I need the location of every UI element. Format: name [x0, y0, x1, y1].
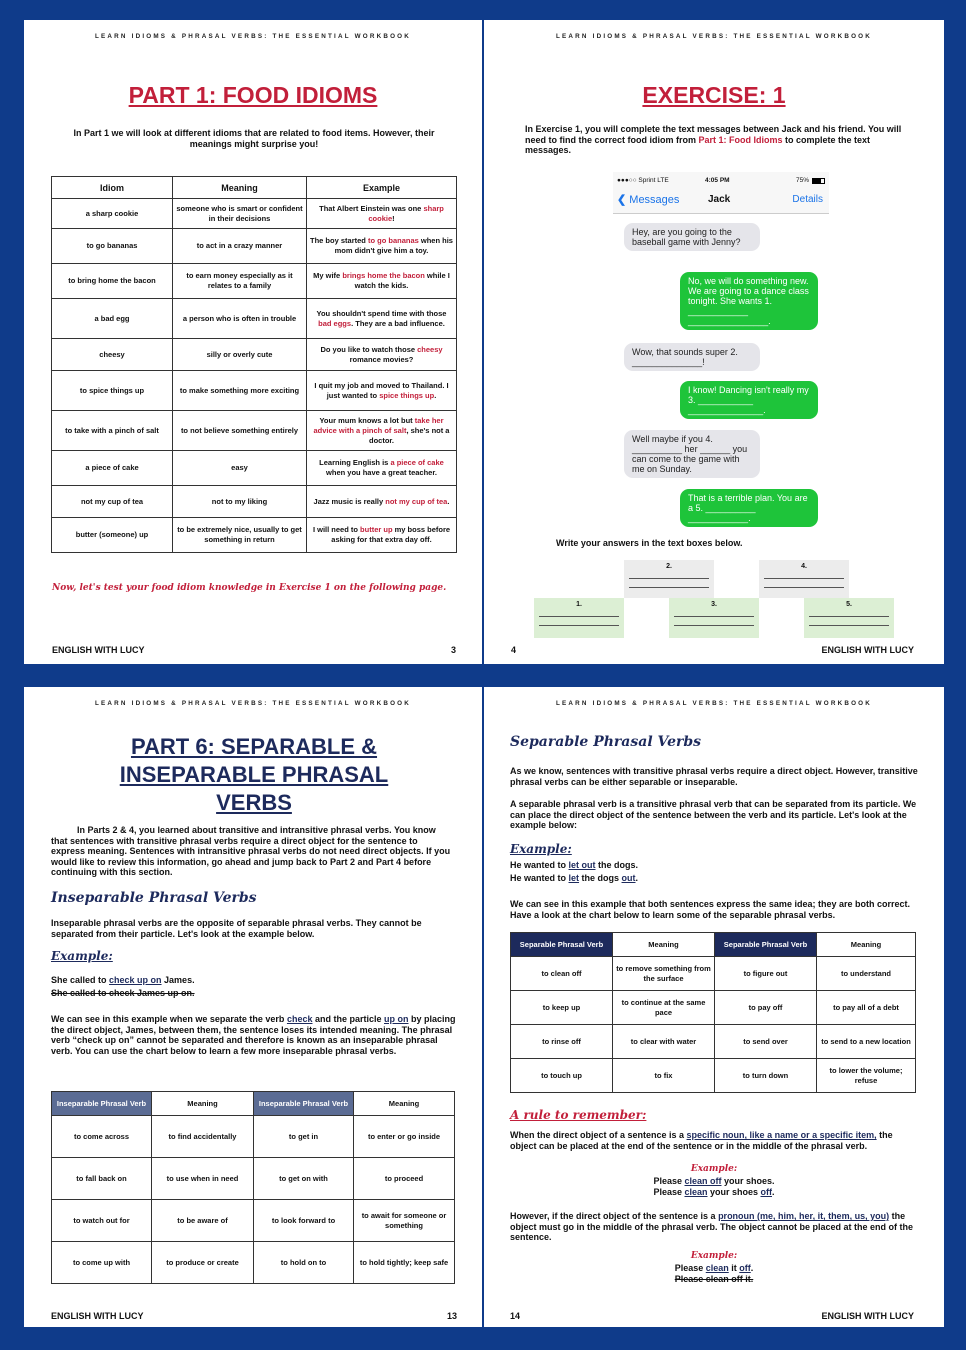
- page-14: [484, 687, 944, 1327]
- answer-box-3[interactable]: 3.: [669, 598, 759, 638]
- meaning-cell: to send to a new location: [817, 1025, 916, 1059]
- intro-text: In Exercise 1, you will complete the text messages between Jack and his friend. You will need to find the correct food idiom from Part 1: Food Idioms to complete the text messages.: [525, 124, 902, 155]
- clock: 4:05 PM: [705, 177, 730, 184]
- page-title: PART 6: SEPARABLE & INSEPARABLE PHRASAL VERBS: [119, 734, 389, 815]
- table-row: [511, 957, 916, 991]
- table-header-row: [511, 933, 916, 957]
- example-cell: Your mum knows a lot but take her advice with a pinch of salt, she's not a doctor.: [307, 411, 457, 451]
- col-header: Example: [307, 177, 457, 199]
- footer-brand: ENGLISH WITH LUCY: [51, 1311, 144, 1321]
- meaning-cell: to lower the volume; refuse: [817, 1059, 916, 1093]
- meaning-cell: to use when in need: [152, 1158, 254, 1200]
- phrasal-verb-cell: to watch out for: [52, 1200, 152, 1242]
- page-number: 13: [447, 1311, 458, 1321]
- example-line: Please clean it off.: [674, 1263, 754, 1273]
- example-label: Example:: [51, 949, 113, 963]
- message-sent: That is a terrible plan. You are a 5. __________ ____________.: [680, 489, 818, 527]
- example-label: Example:: [510, 842, 572, 856]
- phrasal-verb-cell: to come across: [52, 1116, 152, 1158]
- col-header: Idiom: [52, 177, 173, 199]
- page-title: EXERCISE: 1: [642, 82, 786, 108]
- phrasal-verb-cell: to come up with: [52, 1242, 152, 1284]
- example-label: Example:: [690, 1164, 738, 1174]
- meaning-cell: a person who is often in trouble: [173, 299, 307, 339]
- example-label: Example:: [690, 1251, 738, 1261]
- example-cell: I quit my job and moved to Thailand. I just wanted to spice things up.: [307, 371, 457, 411]
- phone-top-bar: [613, 172, 829, 214]
- phrasal-verb-cell: to rinse off: [511, 1025, 613, 1059]
- running-header: LEARN IDIOMS & PHRASAL VERBS: THE ESSENTIAL WORKBOOK: [94, 700, 412, 707]
- phrasal-verb-cell: to get on with: [254, 1158, 354, 1200]
- example-line: He wanted to let the dogs out.: [510, 873, 639, 883]
- table-header-row: [52, 1092, 455, 1116]
- example-cell: I will need to butter up my boss before asking for that extra day off.: [307, 518, 457, 553]
- table-row: [52, 1242, 455, 1284]
- meaning-cell: silly or overly cute: [173, 339, 307, 371]
- running-header: LEARN IDIOMS & PHRASAL VERBS: THE ESSENTIAL WORKBOOK: [555, 700, 873, 707]
- meaning-cell: to continue at the same pace: [613, 991, 715, 1025]
- col-header: Separable Phrasal Verb: [715, 933, 817, 957]
- footer-brand: ENGLISH WITH LUCY: [821, 645, 914, 655]
- footer-brand: ENGLISH WITH LUCY: [821, 1311, 914, 1321]
- phrasal-verb-cell: to look forward to: [254, 1200, 354, 1242]
- col-header: Inseparable Phrasal Verb: [254, 1092, 354, 1116]
- example-incorrect: She called to check James up on.: [51, 988, 195, 998]
- back-button[interactable]: ❮ Messages: [617, 194, 680, 206]
- table-row: [52, 518, 457, 553]
- table-row: [52, 1158, 455, 1200]
- phrasal-verb-cell: to send over: [715, 1025, 817, 1059]
- table-row: [52, 371, 457, 411]
- idiom-cell: to go bananas: [52, 229, 173, 264]
- page-number: 3: [451, 645, 457, 655]
- idiom-cell: to bring home the bacon: [52, 264, 173, 299]
- meaning-cell: to not believe something entirely: [173, 411, 307, 451]
- explanation-paragraph: We can see in this example that both sentences express the same idea; they are both correct. Have a look at the chart below to learn some of the separable phrasal verbs.: [510, 899, 910, 920]
- message-sent: I know! Dancing isn't really my 3. ___________ _______________.: [680, 381, 818, 419]
- example-correct: She called to check up on James.: [51, 975, 195, 985]
- rule-paragraph: However, if the direct object of the sentence is a pronoun (me, him, her, it, them, us, you) the object must go in the middle of the phrasal verb. The object cannot be placed at the end of the sentence.: [510, 1211, 914, 1242]
- meaning-cell: to make something more exciting: [173, 371, 307, 411]
- meaning-cell: to hold tightly; keep safe: [354, 1242, 455, 1284]
- page-3: [24, 20, 482, 664]
- example-line: Please clean off your shoes.: [653, 1176, 775, 1186]
- footer-brand: ENGLISH WITH LUCY: [52, 645, 145, 655]
- meaning-cell: not to my liking: [173, 486, 307, 518]
- example-cell: Learning English is a piece of cake when you have a great teacher.: [307, 451, 457, 486]
- details-link[interactable]: Details: [792, 194, 823, 205]
- battery-percent: 75%: [795, 177, 809, 184]
- example-cell: Do you like to watch those cheesy romance movies?: [307, 339, 457, 371]
- page-4: [484, 20, 944, 664]
- running-header: LEARN IDIOMS & PHRASAL VERBS: THE ESSENTIAL WORKBOOK: [555, 33, 873, 40]
- intro-paragraph: As we know, sentences with transitive phrasal verbs require a direct object. However, transitive phrasal verbs can be either separable or inseparable.: [510, 766, 918, 787]
- message-sent: No, we will do something new. We are going to a dance class tonight. She wants 1. ____________ ________________.: [680, 272, 818, 330]
- meaning-cell: someone who is smart or confident in their decisions: [173, 199, 307, 229]
- contact-name: Jack: [708, 194, 731, 205]
- example-cell: Jazz music is really not my cup of tea.: [307, 486, 457, 518]
- col-header: Meaning: [817, 933, 916, 957]
- table-row: [52, 1200, 455, 1242]
- inseparable-verbs-table: [51, 1091, 455, 1284]
- answer-instructions: Write your answers in the text boxes below.: [556, 538, 743, 548]
- meaning-cell: to await for someone or something: [354, 1200, 455, 1242]
- answer-box-5[interactable]: 5.: [804, 598, 894, 638]
- phrasal-verb-cell: to get in: [254, 1116, 354, 1158]
- page-title: PART 1: FOOD IDIOMS: [128, 82, 378, 108]
- table-row: [511, 991, 916, 1025]
- page-13: [24, 687, 482, 1327]
- phrasal-verb-cell: to clean off: [511, 957, 613, 991]
- col-header: Inseparable Phrasal Verb: [52, 1092, 152, 1116]
- example-cell: That Albert Einstein was one sharp cookie!: [307, 199, 457, 229]
- example-line: He wanted to let out the dogs.: [510, 860, 639, 870]
- table-row: [52, 264, 457, 299]
- outro-text: Now, let's test your food idiom knowledge in Exercise 1 on the following page.: [52, 583, 447, 593]
- battery-icon: [812, 178, 825, 184]
- meaning-cell: to be extremely nice, usually to get something in return: [173, 518, 307, 553]
- rule-heading: A rule to remember:: [510, 1108, 647, 1122]
- idiom-cell: to spice things up: [52, 371, 173, 411]
- section-heading: Separable Phrasal Verbs: [510, 734, 702, 750]
- meaning-cell: to pay all of a debt: [817, 991, 916, 1025]
- explanation-paragraph: We can see in this example when we separate the verb check and the particle up on by placing the direct object, James, between them, the sentence loses its intended meaning. The phrasal verb “check up on” cannot be separated and therefore is known as an inseparable phrasal verb. You can use the chart below to learn a few more inseparable phrasal verbs.: [51, 1014, 456, 1056]
- definition-paragraph: A separable phrasal verb is a transitive phrasal verb that can be separated from its particle. We can place the direct object of the sentence between the verb and its particle. Let's look at the example below:: [510, 799, 917, 830]
- meaning-cell: to act in a crazy manner: [173, 229, 307, 264]
- meaning-cell: to find accidentally: [152, 1116, 254, 1158]
- phrasal-verb-cell: to fall back on: [52, 1158, 152, 1200]
- meaning-cell: to produce or create: [152, 1242, 254, 1284]
- idiom-cell: not my cup of tea: [52, 486, 173, 518]
- meaning-cell: to understand: [817, 957, 916, 991]
- running-header: LEARN IDIOMS & PHRASAL VERBS: THE ESSENTIAL WORKBOOK: [94, 33, 412, 40]
- section-heading: Inseparable Phrasal Verbs: [51, 890, 257, 906]
- answer-box-4[interactable]: 4.: [759, 560, 849, 598]
- table-row: [52, 486, 457, 518]
- meaning-cell: to proceed: [354, 1158, 455, 1200]
- phrasal-verb-cell: to figure out: [715, 957, 817, 991]
- example-cell: My wife brings home the bacon while I watch the kids.: [307, 264, 457, 299]
- page-number: 4: [511, 645, 517, 655]
- table-row: [52, 339, 457, 371]
- table-row: [511, 1025, 916, 1059]
- table-row: [52, 229, 457, 264]
- table-row: [52, 411, 457, 451]
- message-received: Well maybe if you 4. __________ her ______ you can come to the game with me on Sunday.: [624, 430, 760, 478]
- page-number: 14: [510, 1311, 521, 1321]
- table-row: [52, 199, 457, 229]
- idiom-cell: to take with a pinch of salt: [52, 411, 173, 451]
- idiom-cell: cheesy: [52, 339, 173, 371]
- answer-box-1[interactable]: 1.: [534, 598, 624, 638]
- table-row: [52, 1116, 455, 1158]
- meaning-cell: to enter or go inside: [354, 1116, 455, 1158]
- intro-text: In Part 1 we will look at different idioms that are related to food items. However, their meanings might surprise you!: [73, 128, 435, 149]
- table-header-row: [52, 177, 457, 199]
- message-received: Hey, are you going to the baseball game with Jenny?: [624, 223, 760, 251]
- idiom-cell: a bad egg: [52, 299, 173, 339]
- idiom-cell: butter (someone) up: [52, 518, 173, 553]
- col-header: Meaning: [354, 1092, 455, 1116]
- food-idioms-table: [51, 176, 457, 553]
- table-row: [511, 1059, 916, 1093]
- col-header: Meaning: [152, 1092, 254, 1116]
- chevron-left-icon: ❮: [617, 194, 627, 206]
- example-cell: The boy started to go bananas when his mom didn't give him a toy.: [307, 229, 457, 264]
- intro-paragraph: In Parts 2 & 4, you learned about transitive and intransitive phrasal verbs. You know that sentences with transitive phrasal verbs require a direct object for the sentence to express meaning. Sentences with intransitive phrasal verbs do not need direct objects. If you would like to review this information, go ahead and jump back to Part 2 and Part 4 before continuing with this section.: [51, 825, 451, 877]
- rule-paragraph: When the direct object of a sentence is a specific noun, like a name or a specific item, the object can be placed at the end of the sentence or in the middle of the phrasal verb.: [510, 1130, 893, 1151]
- phrasal-verb-cell: to pay off: [715, 991, 817, 1025]
- meaning-cell: to earn money especially as it relates to a family: [173, 264, 307, 299]
- col-header: Meaning: [613, 933, 715, 957]
- meaning-cell: to remove something from the surface: [613, 957, 715, 991]
- phrasal-verb-cell: to keep up: [511, 991, 613, 1025]
- example-incorrect: Please clean off it.: [674, 1274, 754, 1284]
- separable-verbs-table: [510, 932, 916, 1093]
- meaning-cell: easy: [173, 451, 307, 486]
- example-cell: You shouldn't spend time with those bad eggs. They are a bad influence.: [307, 299, 457, 339]
- idiom-cell: a piece of cake: [52, 451, 173, 486]
- phrasal-verb-cell: to turn down: [715, 1059, 817, 1093]
- col-header: Meaning: [173, 177, 307, 199]
- carrier-status: ●●●○○ Sprint LTE: [617, 177, 669, 184]
- col-header: Separable Phrasal Verb: [511, 933, 613, 957]
- phrasal-verb-cell: to touch up: [511, 1059, 613, 1093]
- message-received: Wow, that sounds super 2. ______________!: [624, 343, 760, 371]
- meaning-cell: to fix: [613, 1059, 715, 1093]
- table-row: [52, 451, 457, 486]
- section-paragraph: Inseparable phrasal verbs are the opposite of separable phrasal verbs. They cannot be separated from their particle. Let's look at the example below.: [51, 918, 422, 939]
- example-line: Please clean your shoes off.: [653, 1187, 775, 1197]
- idiom-cell: a sharp cookie: [52, 199, 173, 229]
- phrasal-verb-cell: to hold on to: [254, 1242, 354, 1284]
- table-row: [52, 299, 457, 339]
- meaning-cell: to clear with water: [613, 1025, 715, 1059]
- meaning-cell: to be aware of: [152, 1200, 254, 1242]
- answer-box-2[interactable]: 2.: [624, 560, 714, 598]
